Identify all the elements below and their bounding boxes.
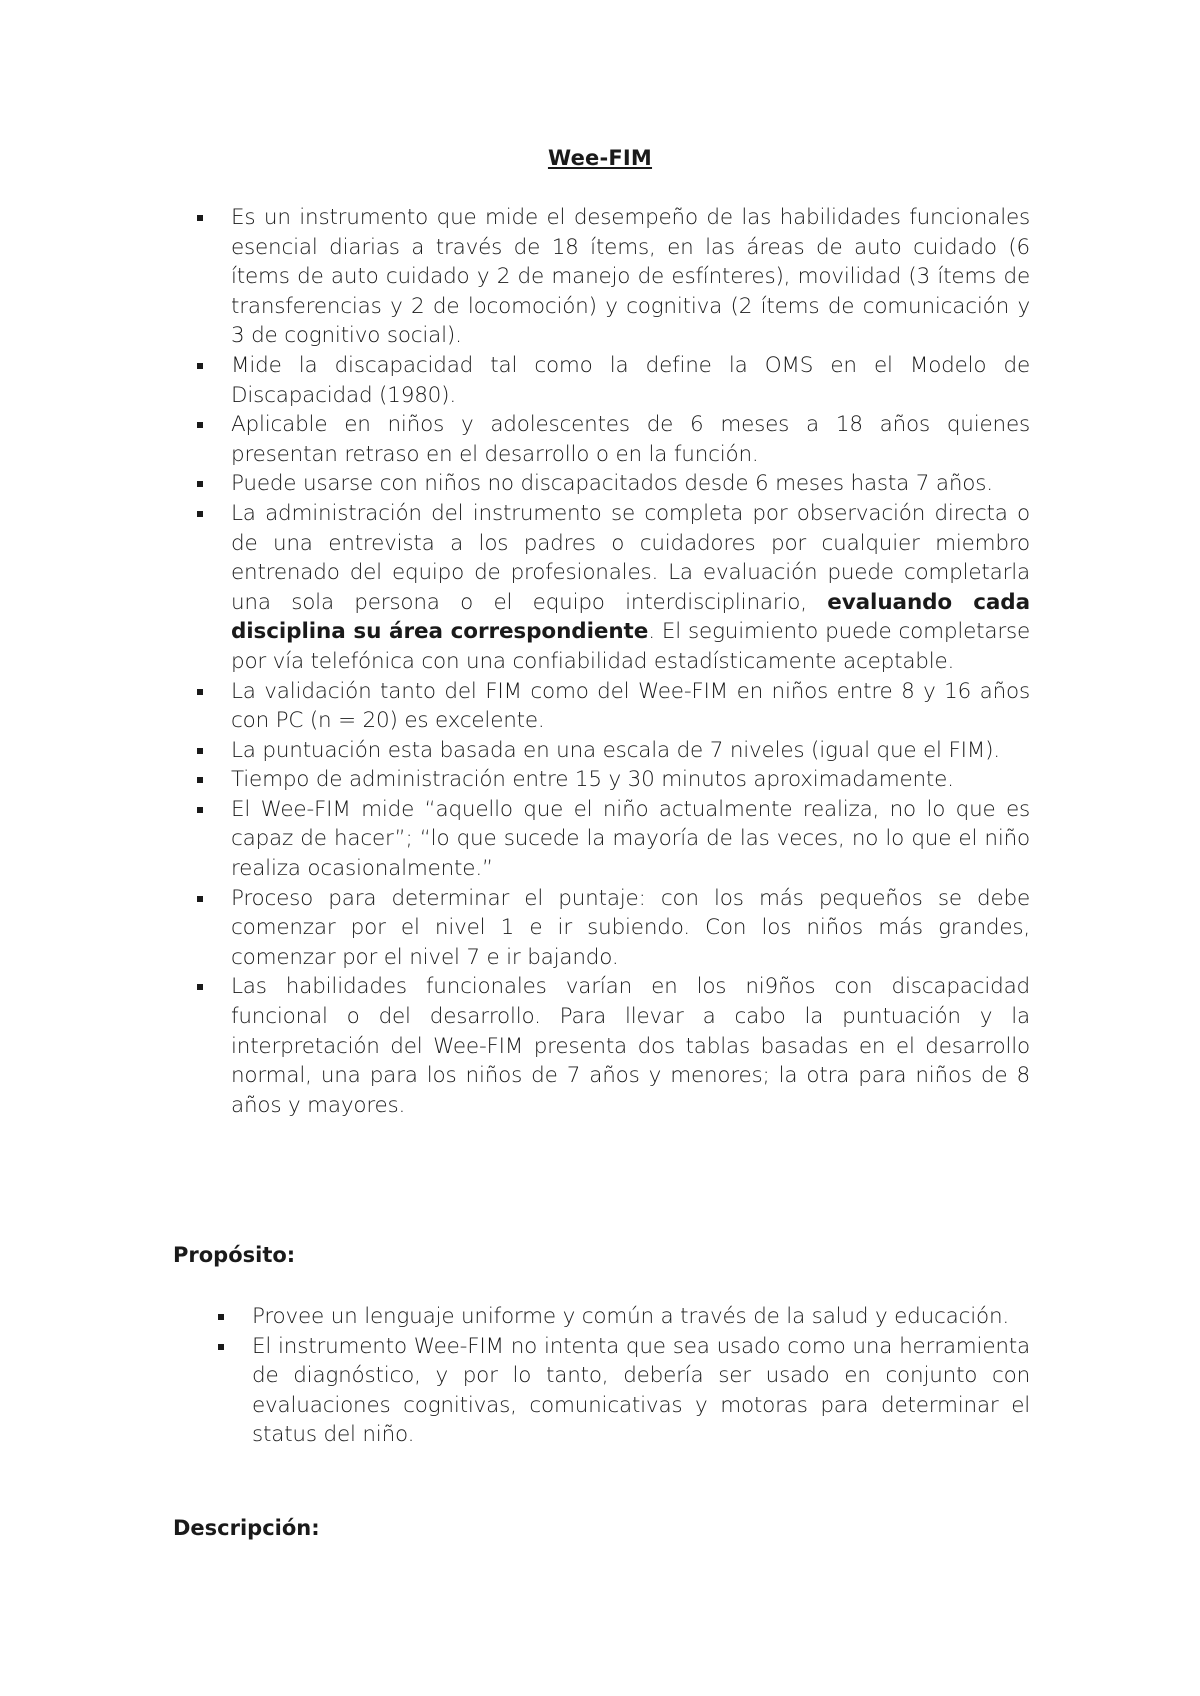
list-item: Aplicable en niños y adolescentes de 6 meses a 18 años quienes presentan retraso en el desarrollo o en la función. bbox=[231, 410, 1030, 469]
list-item: Las habilidades funcionales varían en los ni9ños con discapacidad funcional o del desarrollo. Para llevar a cabo la puntuación y la interpretación del Wee-FIM presenta dos tablas basadas en el desarrollo normal, una para los niños de 7 años y menores; la otra para niños de 8 años y mayores. bbox=[231, 972, 1030, 1120]
list-item: El instrumento Wee-FIM no intenta que sea usado como una herramienta de diagnóstico, y por lo tanto, debería ser usado en conjunto con evaluaciones cognitivas, comunicativas y motoras para determinar el status del niño. bbox=[252, 1332, 1030, 1450]
list-item-text: . El seguimiento puede completarse por vía telefónica con una confiabilidad estadísticamente aceptable. bbox=[231, 619, 1030, 674]
purpose-heading: Propósito: bbox=[173, 1243, 296, 1267]
list-item: Es un instrumento que mide el desempeño de las habilidades funcionales esencial diarias a través de 18 ítems, en las áreas de auto cuidado (6 ítems de auto cuidado y 2 de manejo de esfínteres), movilidad (3 ítems de transferencias y 2 de locomoción) y cognitiva (2 ítems de comunicación y 3 de cognitivo social). bbox=[231, 203, 1030, 351]
list-item bbox=[231, 499, 1030, 677]
list-item: Provee un lenguaje uniforme y común a través de la salud y educación. bbox=[252, 1302, 1030, 1332]
list-item: Proceso para determinar el puntaje: con los más pequeños se debe comenzar por el nivel 1 e ir subiendo. Con los niños más grandes, comenzar por el nivel 7 e ir bajando. bbox=[231, 884, 1030, 973]
description-heading: Descripción: bbox=[173, 1516, 320, 1540]
bold-emphasis: evaluando cada disciplina su área correspondiente bbox=[231, 589, 1030, 645]
list-item: El Wee-FIM mide “aquello que el niño actualmente realiza, no lo que es capaz de hacer”; “lo que sucede la mayoría de las veces, no lo que el niño realiza ocasionalmente.” bbox=[231, 795, 1030, 884]
list-item-text: La administración del instrumento se completa por observación directa o de una entrevista a los padres o cuidadores por cualquier miembro entrenado del equipo de profesionales. La evaluación puede completarla una sola persona o el equipo interdisciplinario, bbox=[231, 500, 1030, 615]
list-item: La puntuación esta basada en una escala de 7 niveles (igual que el FIM). bbox=[231, 736, 1030, 766]
list-item: Tiempo de administración entre 15 y 30 minutos aproximadamente. bbox=[231, 765, 1030, 795]
main-bullet-list bbox=[231, 203, 1030, 1120]
purpose-bullet-list bbox=[252, 1302, 1030, 1450]
list-item: Mide la discapacidad tal como la define la OMS en el Modelo de Discapacidad (1980). bbox=[231, 351, 1030, 410]
document-title: Wee-FIM bbox=[547, 146, 653, 170]
list-item: Puede usarse con niños no discapacitados desde 6 meses hasta 7 años. bbox=[231, 469, 1030, 499]
list-item: La validación tanto del FIM como del Wee-FIM en niños entre 8 y 16 años con PC (n = 20) es excelente. bbox=[231, 677, 1030, 736]
